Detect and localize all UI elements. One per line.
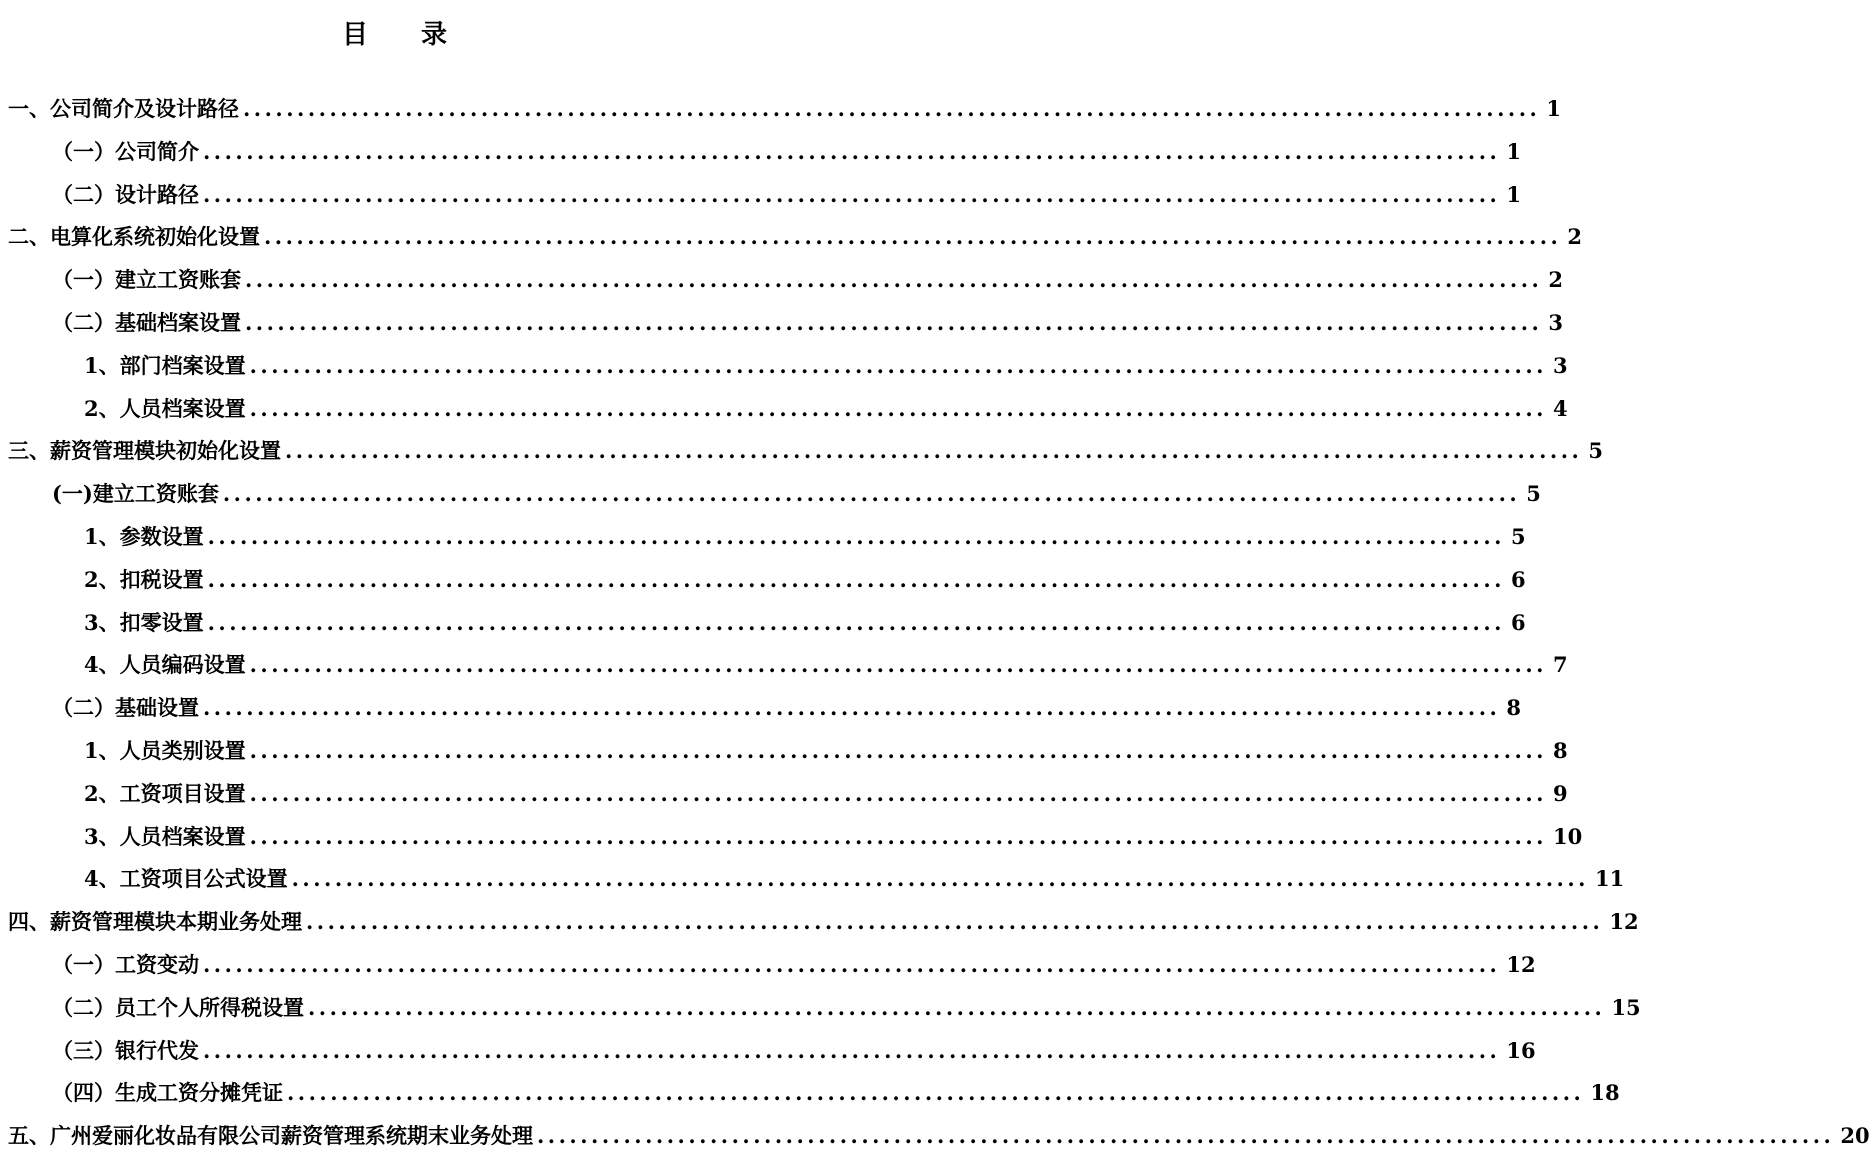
toc-entry-page-number: 2	[1567, 224, 1582, 250]
dot-leader: ........................................................................................................................	[203, 951, 1501, 977]
toc-entry-title: （一）建立工资账套	[52, 267, 241, 293]
toc-entry-page-number: 1	[1546, 96, 1561, 121]
toc-entry[interactable]	[0, 88, 1561, 131]
toc-entry-page-number: 10	[1552, 823, 1583, 849]
toc-entry-page-number: 5	[1526, 481, 1541, 507]
dot-leader: ........................................................................................................................	[207, 566, 1505, 592]
toc-entry[interactable]	[0, 944, 1536, 987]
dot-leader: ........................................................................................................................	[203, 138, 1501, 164]
toc-entry-title: 3、扣零设置	[84, 609, 204, 635]
dot-leader: ........................................................................................................................	[308, 994, 1606, 1020]
toc-entry-title: 1、部门档案设置	[84, 352, 246, 378]
toc-entry[interactable]	[0, 516, 1526, 559]
toc-entry[interactable]	[0, 730, 1568, 773]
toc-entry[interactable]	[0, 602, 1526, 645]
toc-entry[interactable]	[0, 559, 1526, 602]
toc-entry-title: 3、人员档案设置	[84, 823, 246, 849]
toc-title: 目 录	[341, 20, 470, 50]
toc-entry-page-number: 3	[1548, 309, 1563, 335]
toc-entry-page-number: 3	[1552, 352, 1568, 378]
dot-leader: ........................................................................................................................	[264, 224, 1562, 250]
dot-leader: ........................................................................................................................	[222, 481, 1521, 507]
toc-entry-page-number: 5	[1510, 523, 1526, 549]
toc-entry-title: 二、电算化系统初始化设置	[8, 224, 260, 250]
toc-entry-page-number: 9	[1552, 780, 1568, 806]
toc-entry-title: 1、人员类别设置	[84, 737, 246, 763]
dot-leader: ........................................................................................................................	[243, 96, 1541, 121]
toc-entry-title: 四、薪资管理模块本期业务处理	[8, 909, 302, 935]
dot-leader: ........................................................................................................................	[249, 823, 1547, 849]
dot-leader: ........................................................................................................................	[249, 352, 1547, 378]
toc-entry-page-number: 2	[1548, 267, 1563, 293]
dot-leader: ........................................................................................................................	[249, 395, 1547, 421]
toc-entry-page-number: 8	[1552, 737, 1568, 763]
toc-entry-page-number: 12	[1506, 951, 1536, 977]
toc-entry[interactable]	[0, 473, 1541, 516]
toc-entry-title: 2、人员档案设置	[84, 395, 246, 421]
toc-entry-title: （二）设计路径	[52, 181, 199, 207]
dot-leader: ........................................................................................................................	[207, 523, 1505, 549]
toc-entry-page-number: 20	[1840, 1123, 1870, 1149]
dot-leader: ........................................................................................................................	[203, 695, 1501, 721]
toc-entry-title: 4、工资项目公式设置	[84, 866, 288, 892]
toc-entry-title: （二）基础档案设置	[52, 309, 241, 335]
toc-entry-page-number: 8	[1506, 695, 1521, 721]
dot-leader: ........................................................................................................................	[207, 609, 1505, 635]
toc-entry-title: 2、扣税设置	[84, 566, 204, 592]
toc-entry[interactable]	[0, 1030, 1536, 1073]
dot-leader: ........................................................................................................................	[306, 909, 1604, 935]
toc-entry[interactable]	[0, 687, 1521, 730]
toc-entry-page-number: 5	[1588, 438, 1603, 464]
toc-entry-title: (一)建立工资账套	[52, 481, 219, 507]
dot-leader: ........................................................................................................................	[245, 309, 1543, 335]
toc-entry-title: 五、广州爱丽化妆品有限公司薪资管理系统期末业务处理	[8, 1123, 533, 1149]
toc-entry-title: 2、工资项目设置	[84, 780, 246, 806]
dot-leader: ........................................................................................................................	[291, 866, 1589, 892]
toc-entry[interactable]	[0, 901, 1639, 944]
toc-entry[interactable]	[0, 987, 1641, 1030]
toc-entry-page-number: 12	[1609, 909, 1639, 935]
toc-entry[interactable]	[0, 345, 1568, 388]
toc-entry-page-number: 1	[1506, 181, 1521, 207]
toc-entry[interactable]	[0, 1072, 1620, 1115]
toc-entry[interactable]	[0, 858, 1625, 901]
toc-entry[interactable]	[0, 644, 1568, 687]
toc-entry-title: 一、公司简介及设计路径	[8, 96, 239, 121]
toc-entry-page-number: 7	[1552, 652, 1568, 678]
dot-leader: ........................................................................................................................	[203, 181, 1501, 207]
toc-entry-page-number: 15	[1611, 994, 1641, 1020]
toc-entry-title: 4、人员编码设置	[84, 652, 246, 678]
toc-entry-page-number: 6	[1510, 566, 1526, 592]
dot-leader: ........................................................................................................................	[249, 652, 1547, 678]
toc-entry-title: 三、薪资管理模块初始化设置	[8, 438, 281, 464]
toc-entry-title: （三）银行代发	[52, 1037, 199, 1063]
toc-entry-page-number: 11	[1594, 866, 1625, 892]
dot-leader: ........................................................................................................................	[287, 1080, 1585, 1106]
dot-leader: ........................................................................................................................	[537, 1123, 1835, 1149]
toc-entry[interactable]	[0, 773, 1568, 816]
toc-entry[interactable]	[0, 216, 1582, 259]
toc-entry[interactable]	[0, 131, 1521, 174]
toc-entry-title: （一）公司简介	[52, 138, 199, 164]
toc-entry-title: 1、参数设置	[84, 523, 204, 549]
toc-entry-page-number: 6	[1510, 609, 1526, 635]
dot-leader: ........................................................................................................................	[203, 1037, 1501, 1063]
toc-entry[interactable]	[0, 1115, 1870, 1158]
toc-entry-title: （四）生成工资分摊凭证	[52, 1080, 283, 1106]
toc-entry[interactable]	[0, 430, 1603, 473]
toc-entry-page-number: 18	[1590, 1080, 1620, 1106]
toc-entry[interactable]	[0, 259, 1563, 302]
dot-leader: ........................................................................................................................	[285, 438, 1583, 464]
toc-entry[interactable]	[0, 388, 1568, 431]
toc-entry-title: （二）员工个人所得税设置	[52, 994, 304, 1020]
dot-leader: ........................................................................................................................	[249, 737, 1547, 763]
toc-entry-page-number: 16	[1506, 1037, 1536, 1063]
toc-entry-title: （一）工资变动	[52, 951, 199, 977]
toc-entry-page-number: 1	[1506, 138, 1521, 164]
toc-entry[interactable]	[0, 302, 1563, 345]
toc-list	[0, 88, 1870, 1158]
toc-entry-title: （二）基础设置	[52, 695, 199, 721]
toc-entry[interactable]	[0, 816, 1583, 859]
toc-entry-page-number: 4	[1552, 395, 1568, 421]
dot-leader: ........................................................................................................................	[245, 267, 1543, 293]
toc-entry[interactable]	[0, 174, 1521, 217]
dot-leader: ........................................................................................................................	[249, 780, 1547, 806]
